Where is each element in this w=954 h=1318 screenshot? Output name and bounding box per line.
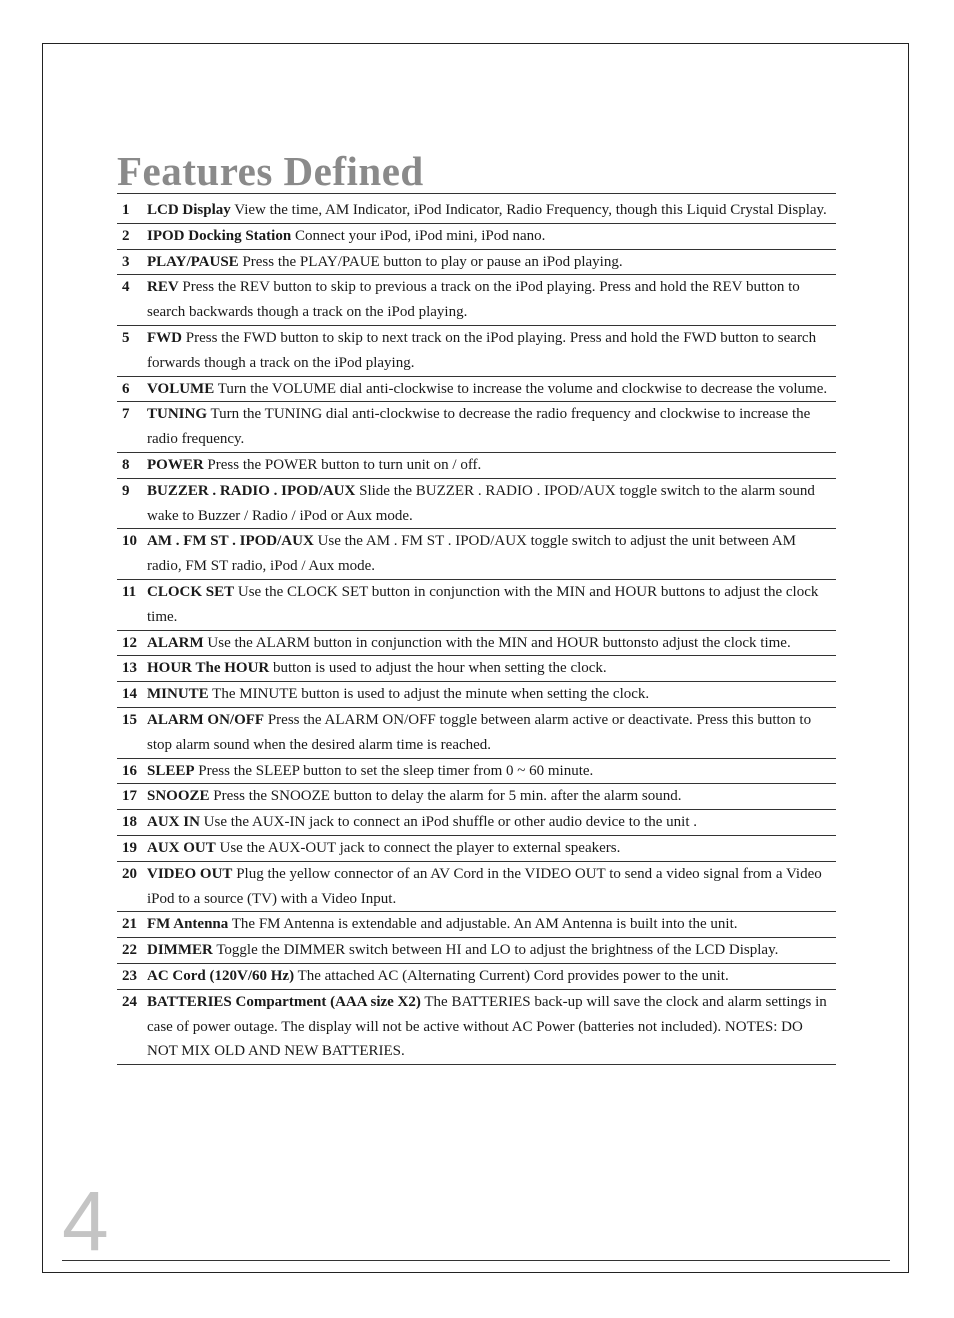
feature-item-8 [117,453,836,479]
feature-description: Toggle the DIMMER switch between HI and LO to adjust the brightness of the LCD Display. [216,942,779,959]
feature-name: CLOCK SET [147,583,235,600]
feature-name: AUX OUT [147,839,216,856]
feature-item-7 [117,402,836,453]
feature-number: 5 [122,329,130,346]
feature-description: The BATTERIES back-up will save the clock and alarm settings in case of power outage. The display will not be active without AC Power (batteries not included). NOTES: DO NOT MIX OLD AND NEW BATTERIES. [147,993,827,1060]
feature-item-6 [117,377,836,403]
feature-number: 15 [122,711,137,728]
feature-description: Press the PLAY/PAUE button to play or pause an iPod playing. [242,253,623,270]
page-title: Features Defined [117,148,424,194]
feature-name: FWD [147,329,182,346]
footer-rule [62,1260,890,1261]
feature-description: Press the SLEEP button to set the sleep timer from 0 ~ 60 minute. [198,762,594,779]
feature-number: 13 [122,660,137,677]
feature-name: VIDEO OUT [147,865,233,882]
feature-description: Turn the TUNING dial anti-clockwise to decrease the radio frequency and clockwise to increase the radio frequency. [147,406,811,448]
feature-item-9 [117,479,836,530]
feature-number: 23 [122,967,137,984]
feature-number: 7 [122,406,130,423]
feature-number: 10 [122,533,137,550]
feature-description: View the time, AM Indicator, iPod Indicator, Radio Frequency, though this Liquid Crystal Display. [234,202,827,218]
feature-number: 19 [122,839,137,856]
feature-description: Connect your iPod, iPod mini, iPod nano. [294,227,546,244]
feature-name: TUNING [147,406,208,423]
feature-name: DIMMER [147,942,213,959]
title-rule [117,193,836,194]
feature-name: BUZZER . RADIO . IPOD/AUX [147,482,356,499]
feature-number: 24 [122,993,137,1010]
feature-name: AUX IN [147,814,200,831]
feature-name: AC Cord (120V/60 Hz) [147,967,295,984]
feature-number: 1 [122,202,130,218]
feature-number: 8 [122,456,130,473]
feature-number: 18 [122,814,137,831]
feature-item-10 [117,529,836,580]
feature-description: Use the AUX-OUT jack to connect the player to external speakers. [219,839,621,856]
feature-item-13 [117,656,836,682]
feature-description: Use the AUX-IN jack to connect an iPod shuffle or other audio device to the unit . [203,814,698,831]
feature-number: 3 [122,253,130,270]
feature-name: MINUTE [147,686,209,703]
feature-description: Use the ALARM button in conjunction with the MIN and HOUR buttonsto adjust the clock time. [207,634,791,651]
feature-number: 2 [122,227,130,244]
feature-description: The FM Antenna is extendable and adjustable. An AM Antenna is built into the unit. [231,916,738,933]
feature-name: SNOOZE [147,788,210,805]
feature-item-15 [117,708,836,759]
feature-item-12 [117,631,836,657]
feature-description: Use the AM . FM ST . IPOD/AUX toggle switch to adjust the unit between AM radio, FM ST radio, iPod / Aux mode. [147,533,797,575]
feature-description: The attached AC (Alternating Current) Cord provides power to the unit. [297,967,729,984]
feature-list [117,198,836,1065]
feature-name: AM . FM ST . IPOD/AUX [147,533,314,550]
feature-name: POWER [147,456,204,473]
feature-number: 6 [122,380,130,397]
feature-number: 12 [122,634,137,651]
feature-name: HOUR The HOUR [147,660,270,677]
feature-item-2 [117,224,836,250]
feature-name: SLEEP [147,762,195,779]
feature-number: 11 [122,583,137,600]
feature-item-17 [117,784,836,810]
feature-name: ALARM [147,634,204,651]
feature-name: IPOD Docking Station [147,227,292,244]
feature-number: 20 [122,865,137,882]
feature-description: Press the SNOOZE button to delay the alarm for 5 min. after the alarm sound. [213,788,682,805]
feature-description: Press the ALARM ON/OFF toggle between alarm active or deactivate. Press this button to stop alarm sound when the desired alarm time is reached. [147,711,812,753]
feature-item-21 [117,912,836,938]
feature-name: PLAY/PAUSE [147,253,239,270]
feature-item-16 [117,759,836,785]
feature-description: Press the REV button to skip to previous a track on the iPod playing. Press and hold the REV button to search backwards though a track on the iPod playing. [147,279,800,321]
feature-item-14 [117,682,836,708]
feature-number: 9 [122,482,130,499]
feature-description: Plug the yellow connector of an AV Cord in the VIDEO OUT to send a video signal from a Video iPod to a source (TV) with a Video Input. [147,865,822,907]
feature-description: Use the CLOCK SET button in conjunction with the MIN and HOUR buttons to adjust the clock time. [147,583,819,625]
feature-item-18 [117,810,836,836]
feature-description: Press the POWER button to turn unit on / off. [207,456,482,473]
feature-description: The MINUTE button is used to adjust the minute when setting the clock. [212,686,650,703]
feature-item-5 [117,326,836,377]
feature-item-11 [117,580,836,631]
feature-item-23 [117,964,836,990]
feature-number: 16 [122,762,137,779]
feature-description: button is used to adjust the hour when setting the clock. [272,660,607,677]
feature-name: ALARM ON/OFF [147,711,265,728]
feature-name: REV [147,279,179,296]
feature-number: 14 [122,686,137,703]
feature-description: Turn the VOLUME dial anti-clockwise to increase the volume and clockwise to decrease the volume. [217,380,828,397]
feature-number: 4 [122,279,130,296]
feature-number: 21 [122,916,137,933]
feature-item-24 [117,990,836,1065]
feature-item-1 [117,198,836,224]
feature-item-4 [117,275,836,326]
feature-name: LCD Display [147,202,231,218]
page-number: 4 [62,1174,109,1268]
feature-number: 17 [122,788,137,805]
feature-description: Press the FWD button to skip to next track on the iPod playing. Press and hold the FWD button to search forwards though a track on the iPod playing. [147,329,817,371]
feature-item-19 [117,836,836,862]
feature-item-20 [117,862,836,913]
feature-name: FM Antenna [147,916,229,933]
feature-item-22 [117,938,836,964]
feature-name: VOLUME [147,380,215,397]
feature-name: BATTERIES Compartment (AAA size X2) [147,993,421,1010]
feature-number: 22 [122,942,137,959]
feature-item-3 [117,250,836,276]
feature-description: Slide the BUZZER . RADIO . IPOD/AUX toggle switch to the alarm sound wake to Buzzer / Radio / iPod or Aux mode. [147,482,815,524]
